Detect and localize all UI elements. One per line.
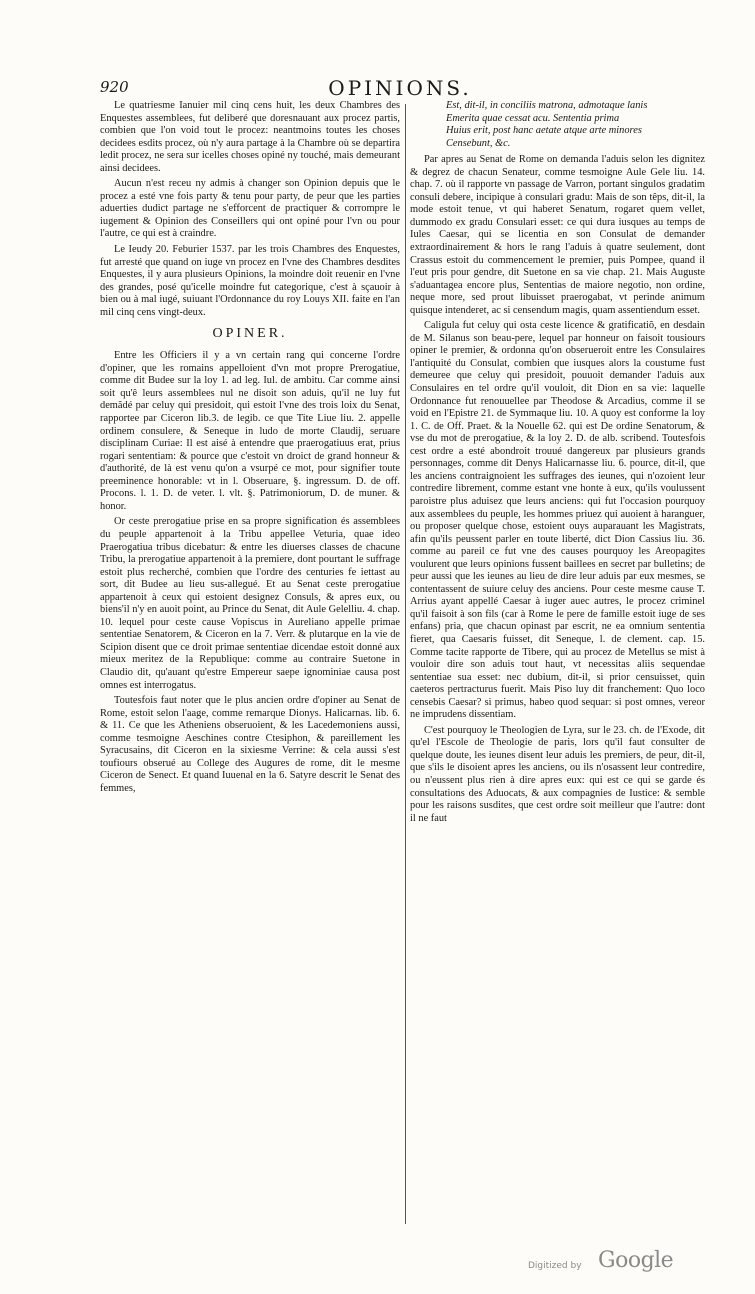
paragraph: Par apres au Senat de Rome on demanda l'aduis selon les dignitez & degrez de chacun Senateur, comme tesmoigne Aule Gele liu. 14. chap. 7. où il rapporte vn passage de Varron, portant singulos gradatim consuli debere, incipique à consulari gradu: Mais de son têps, dit-il, la mode estoit tenue, vt qui haberet Senatum, rogaret quem vellet, dummodo ex gradu Consulari esset: ce qui dura iusques au temps de Iules Caesar, qui se licentia en son Consulat de demander extraordinairement & hors le rang l'aduis à quatre seulement, dont Crassus estoit du commencement le premier, puis Pompee, quand il l'eut pris pour gendre, dit Suetone en sa vie chap. 21. Mais Auguste s'aduantagea encore plus, Sententias de maiore negotio, non ordine, neque more, sed prout libuisset praerogabat, vt perinde animum quisque intenderet, ac si censendum magis, quam assentiendum esset. [410,154,705,316]
verse-line: Huius erit, post hanc aetate atque arte minores [446,125,642,137]
paragraph: Le Ieudy 20. Feburier 1537. par les trois Chambres des Enquestes, fut arresté que quand on iuge vn procez en l'vne des Chambres desdites Enquestes, il y aura plusieurs Opinions, la moindre doit reuenir en l'vne des grandes, posé qu'icelle moindre fut categorique, c'est à sçauoir à bien ou à mal iugé, suiuant l'Ordonnance du roy Louys XII. faite en l'an mil cinq cens vingt-deux. [100,244,400,318]
paragraph: Caligula fut celuy qui osta ceste licence & gratificatiõ, en desdain de M. Silanus son beau-pere, lequel par honneur on faisoit tousiours opiner le premier, & ordonna qu'on obserueroit entre les Consulaires l'antiquité du Consulat, combien que iusques alors la coustume fust demeuree que celuy qui presidoit, pouuoit demander l'aduis aux Consulaires en tel ordre qu'il vouloit, dit Dion en sa vie: laquelle Ordonnance fut renouuellee par Theodose & Arcadius, comme il se void en l'Epistre 21. de Symmaque liu. 10. A quoy est conforme la loy 1. C. de Off. Praet. & la Nouelle 62. qui est De ordine Senatorum, & vse du mot de prerogatiue, & la loy 2. D. de alb. scribend. Toutesfois cest ordre a esté abondroit trouué dangereux par plusieurs grands personnages, comme dit Denys Halicarnasse liu. 6. pource, dit-il, que les anciens contraignoient les suffrages des ieunes, qui n'ozoient leur contredire librement, comme estant vne honte à eux, qu'ils voulussent paroistre plus aduisez que leurs anciens: qui fut l'occasion pourquoy aux assemblees du peuple, les hommes priuez qui auoient à haranguer, ou proposer quelque chose, estoient ouys auparauant les Magistrats, afin qu'ils peussent parler en toute liberté, dict Dion Cassius liu. 36. comme au pareil ce fut vne des causes pourquoy les Areopagites voulurent que leurs opinions fussent baillees en secret par bulletins; de peur aussi que les ieunes au lieu de dire leur aduis par eux mesmes, se contentassent de suiure celuy des anciens. Pour ceste mesme cause T. Arrius ayant appellé Caesar à iuger auec autres, le procez criminel qu'il faisoit à son fils (car à Rome le pere de famille estoit iuge de ses enfans) pria, que chacun opinast par escrit, ne ea omnium sententia fieret, qua Caesaris fuisset, dit Seneque, l. de clement. cap. 15. Comme tacite rapporte de Tibere, qui au procez de Metellus se mist à vouloir dire son aduis tout haut, vt necessitas aliis sequendae sententiae sua esset: nec dubium, dit-il, si prior censuisset, quin caeteros pertracturus fuerit. Mais Piso luy dit franchement: Quo loco censebis Caesar? si primus, habeo quod sequar: si post omnes, vereor ne imprudens dissentiam. [410,320,705,721]
running-title: OPINIONS. [328,76,472,100]
section-heading: OPINER. [212,326,288,342]
paragraph: C'est pourquoy le Theologien de Lyra, sur le 23. ch. de l'Exode, dit qu'el l'Escole de Theologie de paris, lors qu'il faut consulter de quelque doute, les ieunes disent leur aduis les premiers, de peur, dit-il, que s'ils le disoient apres les anciens, ou ils n'osassent leur contredire, ou n'eussent plus rien à dire apres eux: qui est ce qui se garde és consultations des Aduocats, & aux compagnies de Iustice: & semble pour les raisons susdites, que cest ordre soit meilleur que l'autre: dont il ne faut [410,724,705,824]
column-divider [405,104,406,1224]
paragraph: Entre les Officiers il y a vn certain rang qui concerne l'ordre d'opiner, que les romains appelloient d'vn mot propre Prerogatiue, comme dit Budee sur la loy 1. ad leg. Iul. de ambitu. Car comme ainsi soit qu'ê leurs assemblees nul ne disoit son aduis, qu'il ne luy fut demãdé par celuy qui presidoit, qui estoit l'vne des trois loix du Senat, rapportee par Ciceron lib.3. de legib. ce que Tite Liue liu. 2. appelle ordinem consulere, & Seneque in ludo de morte Claudij, seruare disciplinam Curiae: Il est aisé à entendre que praerogatiuus erat, prius rogari sententiam: & pource que c'estoit vn droict de grand honneur & d'authorité, de là est venu qu'on a vsurpé ce mot, pour signifier toute preeminence honorable: vt in l. Obseruare, §. ingressum. D. de off. Procons. l. 1. D. de veter. l. vlt. §. Patrimoniorum, D. de muner. & honor. [100,350,400,512]
paragraph: Aucun n'est receu ny admis à changer son Opinion depuis que le procez a esté vne fois party & tenu pour party, de peur que les parties aduerties dudict partage ne s'efforcent de practiquer & corrompre le iugement & Opinion des Conseillers qui ont opiné pour l'vn ou pour l'autre, ce qui est à craindre. [100,178,400,240]
digitized-by-label: Digitized by [528,1261,582,1271]
verse-line: Est, dit-il, in conciliis matrona, admotaque lanis [446,100,648,111]
page-header [100,76,700,100]
paragraph: Toutesfois faut noter que le plus ancien ordre d'opiner au Senat de Rome, estoit selon l'aage, comme remarque Dionys. Halicarnas. lib. 6. & 11. Ce que les Atheniens obseruoient, & les Lacedemoniens aussi, comme tesmoigne Aeschines contre Ctesiphon, & pareillement les Syracusains, dit Ciceron en la sixiesme Verrine: & cela aussi s'est toufiours obserué au College des Augures de rome, dit le mesme Ciceron de Senect. Et quand Iuuenal en la 6. Satyre descrit le Senat des femmes, [100,695,400,794]
verse-line: Emerita quae cessat acu. Sententia prima [446,112,620,124]
left-column [100,100,400,798]
digitized-watermark [528,1248,718,1278]
paragraph: Le quatriesme Ianuier mil cinq cens huit, les deux Chambres des Enquestes assemblees, fut deliberé que doresnauant aux procez partis, combien que l'on void tout le procez: neantmoins toutes les choses decidees esdits procez, où n'y aura partage à la Chambre où se departira ledit procez, ne sera sur icelles choses opiné ny touché, mais demeurant ainsi decidees. [100,100,400,174]
verse-line: Censebunt, &c. [446,137,511,149]
google-logo: Google [598,1248,674,1273]
paragraph: Or ceste prerogatiue prise en sa propre signification és assemblees du peuple appartenoit à la Tribu appellee Veturia, quae ideo Praerogatiua tribus dicebatur: & entre les diuerses classes de chacune Tribu, la prerogatiue appartenoit à la premiere, dont pourtant le suffrage estoit plus recherché, combien que l'ordre des centuries fe iettast au sort, dit Budee au lieu sus-allegué. Et au Senat ceste prerogatiue appartenoit à ceux qui estoient designez Consuls, & apres eux, ou biens'il n'y en auoit point, au Prince du Senat, dit Aule Gelelliu. 4. chap. 10. lequel pour ceste cause Vopiscus in Aureliano appelle primae sententiae Senatorem, & Ciceron en la 7. Verr. & plutarque en la vie de Scipion disent que ce droit primae sententiae dicendae estoit donné aux mieux meritez de la Republique: comme au contraire Suetone in Claudio dit, qu'auant qu'estre Empereur saepe ignominiae causa post omnes est interrogatus. [100,516,400,691]
right-column [410,100,705,828]
page-number: 920 [100,78,129,96]
